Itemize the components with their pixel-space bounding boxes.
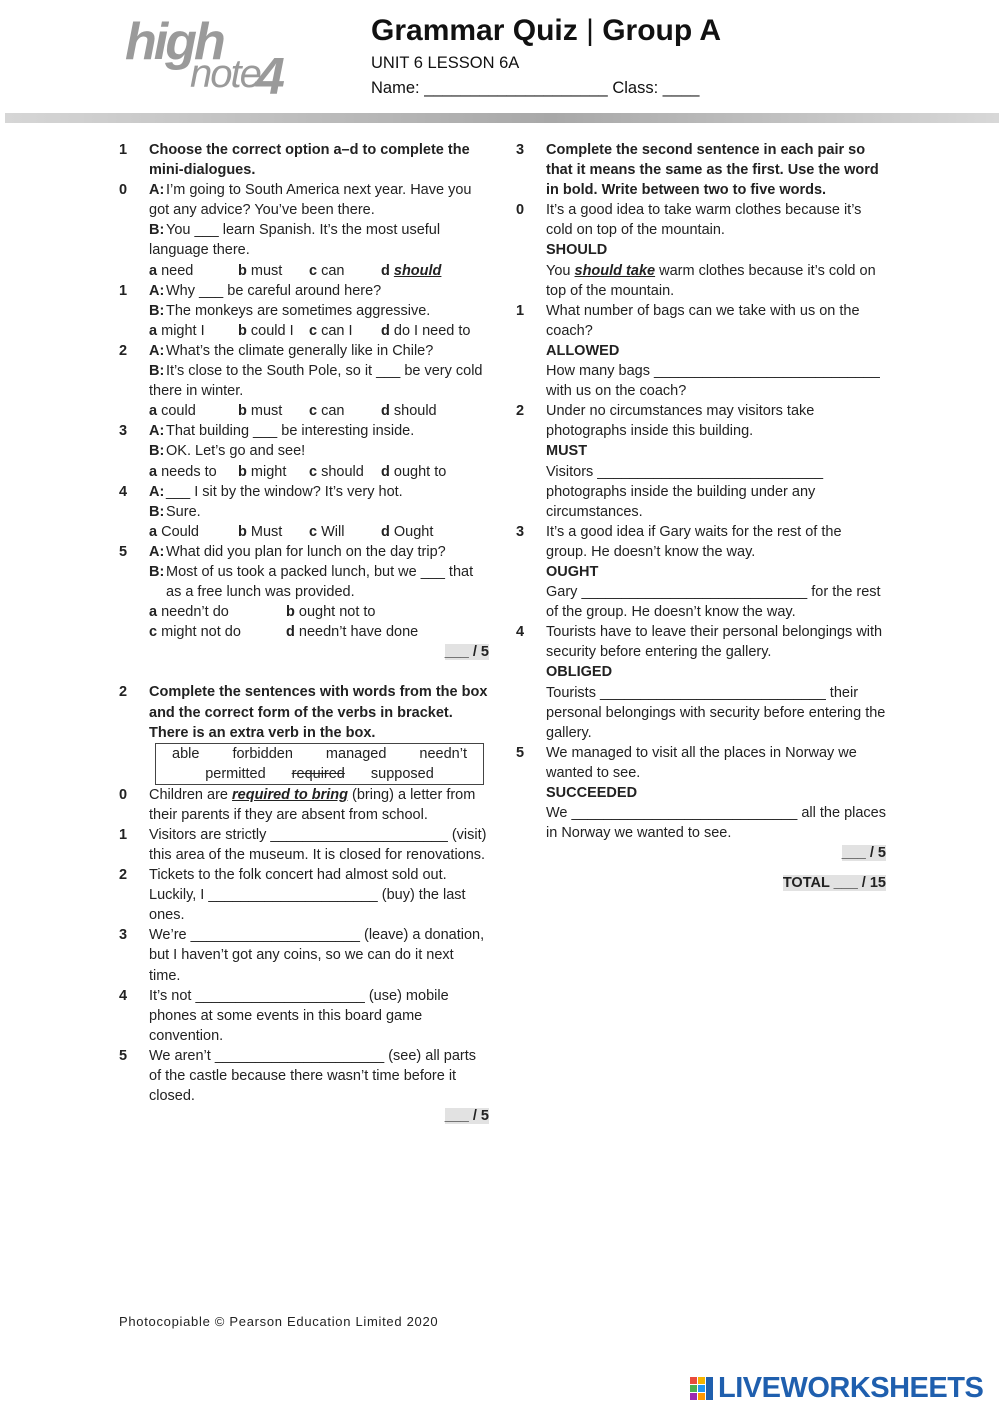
word: managed	[325, 745, 387, 762]
s2-item-1	[119, 825, 489, 865]
item-text[interactable]: Tickets to the folk concert had almost sold out. Luckily, I _____________________ (buy) the last ones.	[149, 867, 466, 924]
text-before: Children are	[149, 786, 233, 803]
options-row	[149, 261, 489, 281]
item-number: 4	[119, 483, 128, 500]
word: able	[172, 745, 200, 762]
item-text[interactable]: We aren’t _____________________ (see) all parts of the castle because there wasn’t time before it closed.	[149, 1047, 477, 1105]
first-sentence: It’s a good idea to take warm clothes because it’s cold on top of the mountain.	[546, 202, 862, 239]
item-text[interactable]: We’re _____________________ (leave) a donation, but I haven’t got any coins, so we can do it next time.	[149, 927, 485, 984]
section2-score	[119, 1106, 489, 1126]
total-score	[516, 873, 886, 893]
section3-heading	[516, 140, 886, 200]
word: forbidden	[232, 745, 293, 762]
options-row	[149, 622, 489, 642]
speaker-a: A:	[149, 483, 165, 500]
a-text: That building ___ be interesting inside.	[166, 423, 415, 440]
s3-item-5	[516, 743, 886, 843]
line-a	[149, 421, 489, 441]
title-separator: |	[586, 14, 594, 47]
page-title	[371, 14, 721, 48]
options-row	[149, 462, 489, 482]
option-a[interactable]: a needs to	[149, 463, 217, 480]
first-sentence: What number of bags can we take with us on the coach?	[546, 302, 860, 339]
line-a	[149, 482, 489, 502]
item-text[interactable]: It’s not _____________________ (use) mobile phones at some events in this board game convention.	[149, 987, 449, 1044]
b-text: The monkeys are sometimes aggressive.	[166, 302, 431, 319]
b-text: You ___ learn Spanish. It’s the most useful language there.	[149, 222, 441, 259]
option-a[interactable]: a needn’t do	[149, 604, 229, 621]
copyright-footer: Photocopiable © Pearson Education Limited 2020	[119, 1314, 439, 1329]
section1-heading	[119, 140, 489, 180]
section-number: 1	[119, 142, 128, 158]
option-d[interactable]: d Ought	[381, 523, 434, 540]
header-divider-bar	[5, 113, 999, 123]
line-a	[149, 341, 489, 361]
options-row	[149, 602, 489, 622]
section3-score	[516, 843, 886, 863]
item-number: 1	[119, 826, 128, 843]
b-text: It’s close to the South Pole, so it ___ be very cold there in winter.	[149, 363, 483, 400]
s2-item-5	[119, 1046, 489, 1106]
keyword: OUGHT	[546, 563, 599, 580]
second-sentence[interactable]: Tourists ____________________________ their personal belongings with security before entering the gallery.	[546, 684, 886, 741]
option-b[interactable]: b might	[238, 463, 287, 480]
second-sentence: You should take warm clothes because it’s cold on top of the mountain.	[546, 262, 876, 299]
name-class-row	[371, 79, 699, 98]
s3-item-3	[516, 522, 886, 622]
s2-item-4	[119, 986, 489, 1046]
line-a	[149, 180, 489, 220]
item-number: 5	[119, 1047, 128, 1064]
total-box[interactable]: TOTAL ___ / 15	[782, 875, 886, 892]
item-number: 3	[119, 423, 128, 440]
keyword: SUCCEEDED	[546, 785, 638, 801]
item-number: 2	[119, 342, 128, 359]
section-number: 2	[119, 684, 128, 701]
s3-item-0	[516, 200, 886, 300]
option-b[interactable]: b must	[238, 403, 283, 420]
option-a[interactable]: a might I	[149, 322, 205, 339]
second-sentence[interactable]: How many bags ____________________________ with us on the coach?	[546, 363, 880, 400]
a-text: ___ I sit by the window? It’s very hot.	[166, 483, 403, 500]
a-text: I’m going to South America next year. Have you got any advice? You’ve been there.	[149, 182, 472, 219]
option-c[interactable]: c can I	[309, 322, 353, 339]
score-box[interactable]: ___ / 5	[444, 1108, 489, 1125]
s1-item-5	[119, 542, 489, 642]
item-number: 5	[516, 744, 525, 761]
keyword: OBLIGED	[546, 664, 613, 681]
logo-number: 4	[256, 48, 285, 106]
item-number: 0	[119, 786, 128, 803]
b-text: OK. Let’s go and see!	[166, 443, 306, 460]
speaker-b: B:	[149, 363, 165, 380]
b-text: Sure.	[166, 503, 201, 520]
line-b	[149, 301, 489, 321]
line-a	[149, 281, 489, 301]
title-group: Group A	[602, 14, 722, 47]
line-a	[149, 542, 489, 562]
option-d[interactable]: d ought to	[381, 463, 447, 480]
word-box-wrap	[119, 743, 489, 785]
s1-item-2	[119, 341, 489, 421]
item-number: 0	[516, 202, 525, 219]
section-number: 3	[516, 142, 525, 158]
first-sentence: It’s a good idea if Gary waits for the rest of the group. He doesn’t know the way.	[546, 523, 842, 560]
keyword: SHOULD	[546, 242, 608, 259]
option-a[interactable]: a need	[149, 262, 194, 279]
a-text: Why ___ be careful around here?	[166, 282, 382, 299]
title-text: Grammar Quiz	[371, 14, 578, 47]
line-b	[149, 502, 489, 522]
options-row	[149, 321, 489, 341]
option-c[interactable]: c can	[309, 262, 345, 279]
speaker-b: B:	[149, 302, 165, 319]
speaker-b: B:	[149, 443, 165, 460]
name-field[interactable]: ____________________	[424, 79, 608, 97]
option-c[interactable]: c should	[309, 463, 364, 480]
option-b[interactable]: b must	[238, 262, 283, 279]
word-used: required	[291, 765, 345, 782]
answer-example: should	[393, 262, 442, 279]
a-text: What’s the climate generally like in Chile?	[166, 342, 434, 359]
s2-item-3	[119, 925, 489, 985]
section-instruction: Complete the second sentence in each pair so that it means the same as the first. Use the word in bold. Write between two to five words.	[546, 142, 879, 199]
s1-item-3	[119, 421, 489, 481]
option-b[interactable]: b could I	[238, 322, 294, 339]
speaker-a: A:	[149, 423, 165, 440]
unit-lesson: UNIT 6 LESSON 6A	[371, 54, 520, 72]
item-number: 2	[119, 867, 128, 884]
option-d[interactable]: d should	[381, 403, 437, 420]
first-sentence: Tourists have to leave their personal belongings with security before entering the gallery.	[546, 624, 883, 661]
score-box[interactable]: ___ / 5	[444, 644, 489, 661]
logo-high: high	[125, 13, 223, 71]
section1-score	[119, 642, 489, 662]
item-number: 1	[119, 282, 128, 299]
line-b	[149, 441, 489, 461]
option-c[interactable]: c Will	[309, 523, 345, 540]
word: supposed	[370, 765, 434, 782]
s1-item-0	[119, 180, 489, 280]
score-box[interactable]: ___ / 5	[841, 845, 886, 862]
keyword: ALLOWED	[546, 342, 620, 359]
name-label: Name:	[371, 79, 420, 97]
speaker-b: B:	[149, 503, 165, 520]
logo-note: note	[190, 52, 260, 96]
line-b	[149, 220, 489, 260]
text-after: (bring) a letter from their parents if they are absent from school.	[149, 786, 476, 823]
first-sentence: Under no circumstances may visitors take photographs inside this building.	[546, 403, 815, 440]
option-b[interactable]: b ought not to	[286, 604, 376, 621]
s3-item-4	[516, 622, 886, 743]
a-text: What did you plan for lunch on the day trip?	[166, 543, 446, 560]
right-column	[516, 140, 886, 893]
speaker-b: B:	[149, 563, 165, 580]
second-sentence[interactable]: We ____________________________ all the places in Norway we wanted to see.	[546, 805, 886, 842]
item-number: 2	[516, 403, 525, 420]
option-b[interactable]: b Must	[238, 523, 283, 540]
second-sentence[interactable]: Gary ____________________________ for the rest of the group. He doesn’t know the way.	[546, 584, 881, 621]
left-column	[119, 140, 489, 1126]
s2-item-0	[119, 785, 489, 825]
liveworksheets-brand	[688, 1374, 988, 1404]
speaker-b: B:	[149, 222, 165, 239]
word: permitted	[205, 765, 266, 782]
class-field[interactable]: ____	[662, 79, 700, 97]
class-label: Class:	[612, 79, 659, 97]
second-sentence[interactable]: Visitors ____________________________ photographs inside the building under any circumstances.	[546, 463, 824, 520]
s1-item-1	[119, 281, 489, 341]
options-row	[149, 522, 489, 542]
speaker-a: A:	[149, 543, 165, 560]
item-number: 4	[119, 987, 128, 1004]
line-b	[149, 361, 489, 401]
answer-example: should take	[574, 262, 656, 279]
speaker-a: A:	[149, 182, 165, 199]
item-number: 1	[516, 302, 525, 319]
item-number: 5	[119, 543, 128, 560]
speaker-a: A:	[149, 342, 165, 359]
b-text: Most of us took a packed lunch, but we ___ that as a free lunch was provided.	[166, 563, 474, 601]
s1-item-4	[119, 482, 489, 542]
s2-item-2	[119, 865, 489, 925]
speaker-a: A:	[149, 282, 165, 299]
option-a[interactable]: a could	[149, 403, 196, 420]
line-b	[149, 562, 489, 602]
section-instruction: Complete the sentences with words from the box and the correct form of the verbs in bracket. There is an extra verb in the box.	[149, 684, 488, 741]
s3-item-1	[516, 301, 886, 401]
word: needn’t	[419, 745, 467, 762]
item-number: 3	[516, 523, 525, 540]
liveworksheets-logo-icon	[690, 1377, 714, 1401]
keyword: MUST	[546, 443, 588, 460]
section-instruction: Choose the correct option a–d to complete the mini-dialogues.	[149, 142, 470, 179]
word-box-row	[172, 744, 467, 764]
item-number: 4	[516, 624, 525, 641]
first-sentence: We managed to visit all the places in Norway we wanted to see.	[546, 744, 857, 781]
section2-heading	[119, 682, 489, 742]
option-c[interactable]: c can	[309, 403, 345, 420]
word-box-row	[172, 764, 467, 784]
option-a[interactable]: a Could	[149, 523, 199, 540]
liveworksheets-text: LIVEWORKSHEETS	[718, 1372, 984, 1404]
option-d[interactable]: d needn’t have done	[286, 624, 419, 641]
option-d[interactable]: d do I need to	[381, 322, 471, 339]
options-row	[149, 401, 489, 421]
item-number: 0	[119, 182, 128, 199]
option-c[interactable]: c might not do	[149, 624, 241, 641]
item-text[interactable]: Visitors are strictly ______________________ (visit) this area of the museum. It is closed for renovations.	[149, 826, 487, 863]
option-d[interactable]: d should	[381, 262, 442, 279]
word-box	[155, 743, 484, 785]
s3-item-2	[516, 401, 886, 522]
answer-example: required to bring	[232, 786, 349, 803]
item-number: 3	[119, 927, 128, 944]
